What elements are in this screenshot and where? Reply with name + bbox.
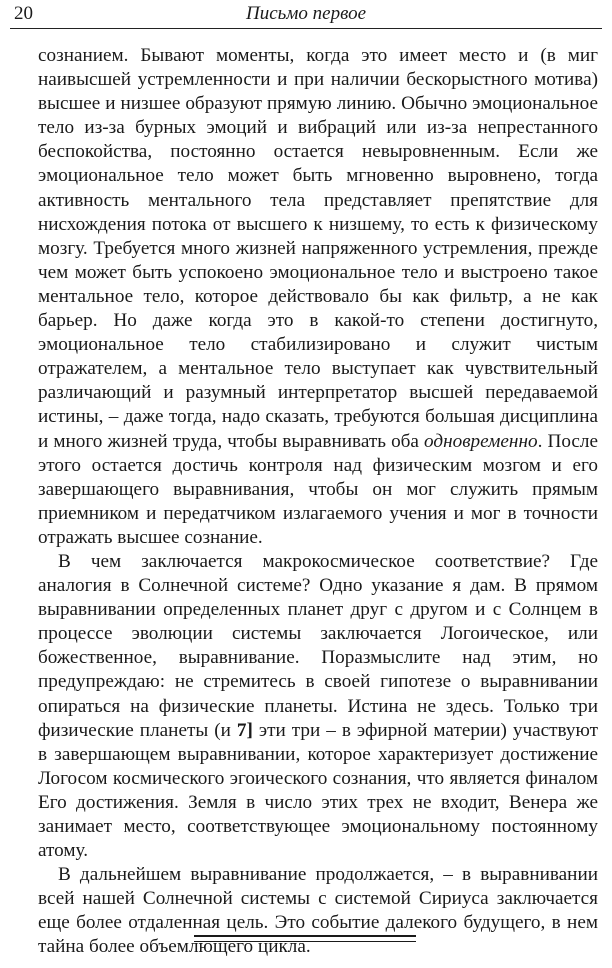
paragraph-3-text: В дальнейшем выравнивание продолжается, – в выравнивании всей нашей Солнечной системы с системой Сириуса заключается еще более отдаленная цель. Это событие далекого будущего, в нем тайна более объемлющего цикла. (38, 864, 598, 958)
paragraph-2-text: В чем заключается макрокосмическое соответствие? Где аналогия в Солнечной системе? Одно указание я дам. В прямом выравнивании определенных планет друг с другом и с Солнцем в процессе эволюции системы заключается Логоическое, или божественное, выравнивание. Поразмыслите над этим, но предупреждаю: не стремитесь в своей гипотезе о выравнивании опираться на физические планеты. Истина не здесь. Только три физические планеты (и (38, 550, 598, 741)
emphasis-word: одновременно (424, 430, 538, 452)
body-text (38, 44, 598, 960)
paragraph-1-text-end: . После этого остается достичь контроля над физическим мозгом и его завершающего выравнивания, чтобы он мог служить прямым приемником и передатчиком излагаемого учения и мог в точности отражать высшее сознание. (38, 430, 598, 548)
paragraph-1 (38, 44, 598, 550)
paragraph-1-text: сознанием. Бывают моменты, когда это имеет место и (в миг наивысшей устремленности и при наличии бескорыстного мотива) высшее и низшее образуют прямую линию. Обычно эмоциональное тело из-за бурных эмоций и вибраций или из-за непрестанного беспокойства, постоянно остается невыровненным. Если же эмоциональное тело может быть мгновенно выровнено, тогда активность ментального тела представляет препятствие для нисхождения потока от высшего к низшему, то есть к физическому мозгу. Требуется много жизней напряженного устремления, прежде чем может быть успокоено эмоциональное тело и выстроено такое ментальное тело, которое действовало бы как фильтр, а не как барьер. Но даже когда это в какой-то степени достигнуто, эмоциональное тело стабилизировано и служит чистым отражателем, а ментальное тело выступает как чувствительный различающий и разумный интерпретатор высшей передаваемой истины, – даже тогда, надо сказать, требуются большая дисциплина и много жизней труда, чтобы выравнивать оба (38, 45, 598, 452)
paragraph-3 (38, 863, 598, 959)
original-page-marker: 7] (236, 719, 253, 741)
end-of-section-rule (194, 935, 416, 942)
paragraph-2 (38, 550, 598, 863)
page-number: 20 (14, 3, 33, 24)
paragraph-2-text-end: эти три – в эфирной материи) участвуют в завершающем выравнивании, которое характеризует достижение Логосом космического эгоического сознания, что является финалом Его достижения. Земля в число этих трех не входит, Венера же занимает место, соответствующее эмоциональному постоянному атому. (38, 719, 598, 862)
running-title: Письмо первое (245, 3, 367, 24)
page-header (10, 2, 602, 29)
